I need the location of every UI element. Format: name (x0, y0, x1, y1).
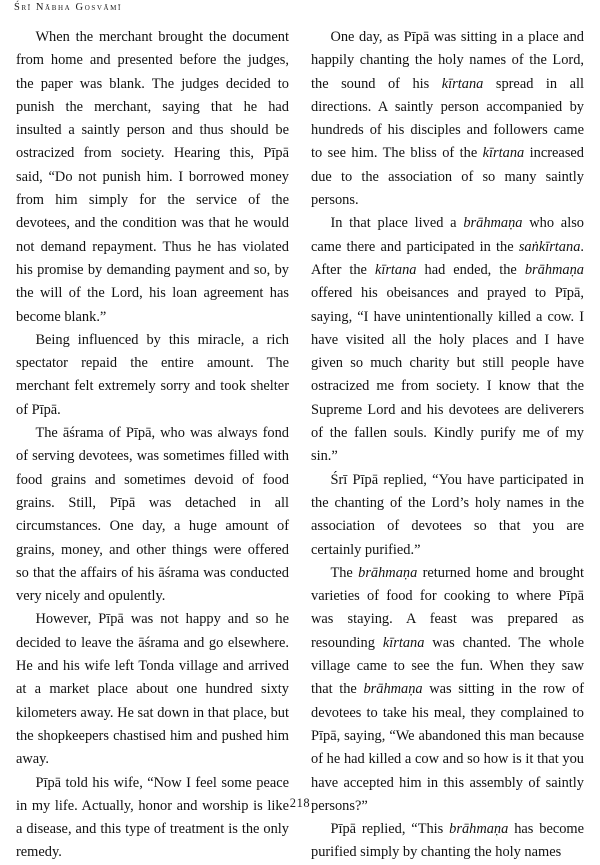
sanskrit-term: kīrtana (382, 634, 425, 651)
text-run: Śrī Pīpā replied, “You have participated in the chanting of the Lord’s holy names in the association of devotees so that you are certainly purified.” (311, 471, 584, 558)
paragraph-p5 (16, 772, 289, 865)
paragraph-p8 (311, 469, 584, 562)
text-run: However, Pīpā was not happy and so he decided to leave the āśrama and go elsewhere. He and his wife left Tonda village and arrived at a market place about one hundred sixty kilometers away. He sat down in that place, but the shopkeepers chastised him and pushed him away. (16, 611, 289, 768)
text-run: increased due to the association of so many saintly persons. (311, 145, 584, 209)
paragraph-p3 (16, 422, 289, 608)
sanskrit-term: brāhmaṇa (463, 215, 523, 232)
sanskrit-term: kīrtana (482, 145, 525, 162)
text-run: spread in all directions. A saintly person accompanied by hundreds of his disciples and followers came to see him. The bliss of the (311, 75, 584, 162)
sanskrit-term: brāhmaṇa (449, 821, 509, 838)
text-run: who also came there and participated in the (311, 215, 584, 255)
text-run: Being influenced by this miracle, a rich spectator repaid the entire amount. The merchant felt extremely sorry and took shelter of Pīpā. (16, 331, 289, 418)
paragraph-p4 (16, 608, 289, 771)
page-number: 218 (289, 796, 311, 810)
paragraph-p7 (311, 212, 584, 468)
sanskrit-term: brāhmaṇa (524, 261, 584, 278)
sanskrit-term: saṅkīrtana (518, 238, 581, 255)
text-run: was chanted. The whole village came to see the fun. When they saw that the (311, 634, 584, 698)
running-head: Śrī Nābha Gosvāmī (14, 2, 122, 13)
text-run: The (330, 564, 359, 581)
text-run: returned home and brought varieties of food for cooking to where Pīpā was staying. A feast was prepared as resounding (311, 564, 584, 651)
paragraph-p9 (311, 562, 584, 818)
sanskrit-term: kīrtana (374, 261, 417, 278)
sanskrit-term: brāhmaṇa (363, 681, 423, 698)
text-run: had ended, the (416, 261, 525, 278)
text-run: Pīpā replied, “This (330, 821, 450, 838)
text-run: The āśrama of Pīpā, who was always fond of serving devotees, was sometimes filled with food grains and sometimes devoid of food grains. Still, Pīpā was detached in all circumstances. One day, a huge amount of grains, money, and other things were offered so that the affairs of his āśrama was conducted very nicely and opulently. (16, 425, 289, 605)
paragraph-p2 (16, 329, 289, 422)
text-run: When the merchant brought the document from home and presented before the judges, the paper was blank. The judges decided to punish the merchant, saying that he had insulted a saintly person and thus should be ostracized from society. Hearing this, Pīpā said, “Do not punish him. I borrowed money from him simply for the service of the devotees, and the condition was that he would not demand repayment. Thus he has violated his promise by demanding payment and so, by the will of the Lord, his loan agreement has become blank.” (16, 29, 289, 325)
text-run: One day, as Pīpā was sitting in a place and happily chanting the holy names of the Lord, the sound of his (311, 29, 584, 92)
text-column-left (16, 26, 289, 861)
paragraph-p1 (16, 26, 289, 329)
paragraph-p6 (311, 26, 584, 212)
text-run: In that place lived a (330, 215, 464, 232)
text-run: offered his obeisances and prayed to Pīpā, saying, “I have unintentionally killed a cow. I have visited all the holy places and I have given so much charity but still people have ostracized me from society. I know that the Supreme Lord and his devotees are deliverers of the fallen souls. Kindly purify me of my sin.” (311, 285, 584, 465)
text-run: has become purified simply by chanting the holy names (311, 821, 584, 861)
sanskrit-term: brāhmaṇa (358, 564, 418, 581)
text-column-right (311, 26, 584, 861)
text-run: . After the (311, 238, 584, 278)
sanskrit-term: kīrtana (441, 75, 484, 92)
text-run: Pīpā told his wife, “Now I feel some peace in my life. Actually, honor and worship is like a disease, and this type of treatment is the only remedy. (16, 774, 289, 861)
paragraph-p10 (311, 818, 584, 865)
text-run: was sitting in the row of devotees to take his meal, they complained to Pīpā, saying, “We abandoned this man because of he had killed a cow and so how is it that you have accepted him in this assembly of saintly persons?” (311, 681, 584, 814)
